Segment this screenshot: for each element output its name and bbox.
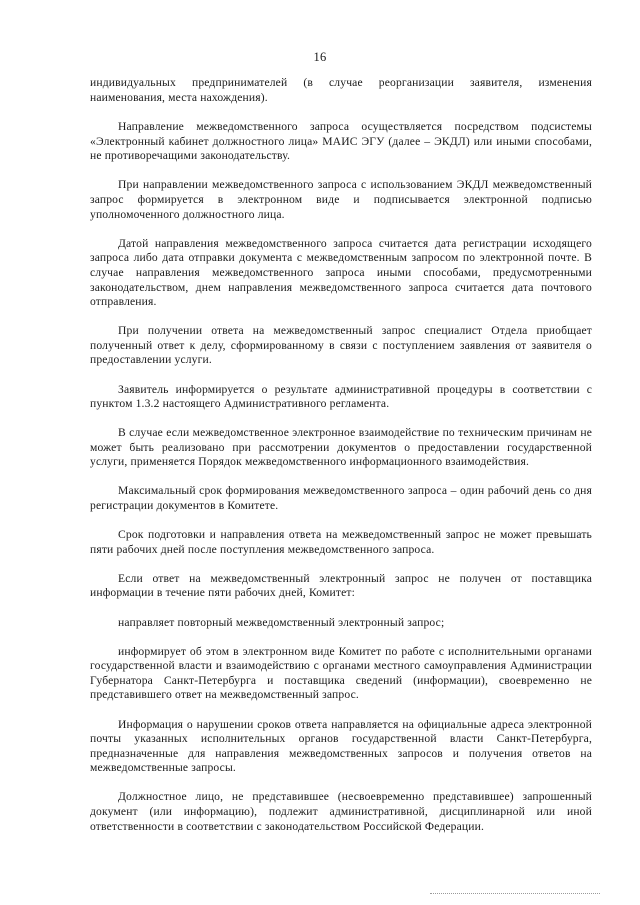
scan-edge-divider (430, 893, 600, 894)
document-body (90, 76, 592, 849)
paragraph-14: Должностное лицо, не представившее (несвоевременно представившее) запрошенный документ (или информацию), подлежит административной, дисциплинарной или иной ответственности в соответствии с законодательством Российской Федерации. (90, 790, 592, 833)
paragraph-8: Максимальный срок формирования межведомственного запроса – один рабочий день со дня регистрации документов в Комитете. (90, 484, 592, 513)
page-number: 16 (313, 50, 327, 64)
paragraph-1: индивидуальных предпринимателей (в случае реорганизации заявителя, изменения наименования, места нахождения). (90, 76, 592, 104)
paragraph-6: Заявитель информируется о результате административной процедуры в соответствии с пунктом 1.3.2 настоящего Административного регламента. (90, 382, 592, 411)
paragraph-9: Срок подготовки и направления ответа на межведомственный запрос не может превышать пяти рабочих дней после поступления межведомственного запроса. (90, 528, 592, 556)
paragraph-12: информирует об этом в электронном виде Комитет по работе с исполнительными органами государственной власти и взаимодействию с органами местного самоуправления Администрации Губернатора Санкт-Петербурга и поставщика сведений (информации), своевременно не представившего ответ на межведомственный запрос. (90, 644, 592, 702)
paragraph-13: Информация о нарушении сроков ответа направляется на официальные адреса электронной почты указанных исполнительных органов государственной власти Санкт-Петербурга, предназначенные для направления межведомственных запросов и получения ответов на межведомственные запросы. (90, 717, 592, 775)
paragraph-11: направляет повторный межведомственный электронный запрос; (118, 615, 445, 629)
paragraph-10: Если ответ на межведомственный электронный запрос не получен от поставщика информации в течение пяти рабочих дней, Комитет: (90, 571, 592, 600)
paragraph-7: В случае если межведомственное электронное взаимодействие по техническим причинам не может быть реализовано при рассмотрении документов о предоставлении государственной услуги, применяется Порядок межведомственного информационного взаимодействия. (90, 426, 592, 469)
paragraph-3: При направлении межведомственного запроса с использованием ЭКДЛ межведомственный запрос формируется в электронном виде и подписывается электронной подписью уполномоченного должностного лица. (90, 178, 592, 221)
paragraph-5: При получении ответа на межведомственный запрос специалист Отдела приобщает полученный ответ к делу, сформированному в связи с поступлением заявления от заявителя о предоставлении услуги. (90, 324, 592, 367)
paragraph-2: Направление межведомственного запроса осуществляется посредством подсистемы «Электронный кабинет должностного лица» МАИС ЭГУ (далее – ЭКДЛ) или иными способами, не противоречащими законодательству. (90, 120, 592, 163)
paragraph-4: Датой направления межведомственного запроса считается дата регистрации исходящего запроса либо дата отправки документа с межведомственным запросом по электронной почте. В случае направления межведомственного запроса иными способами, предусмотренными законодательством, днем направления межведомственного запроса считается дата почтового отправления. (90, 236, 592, 309)
